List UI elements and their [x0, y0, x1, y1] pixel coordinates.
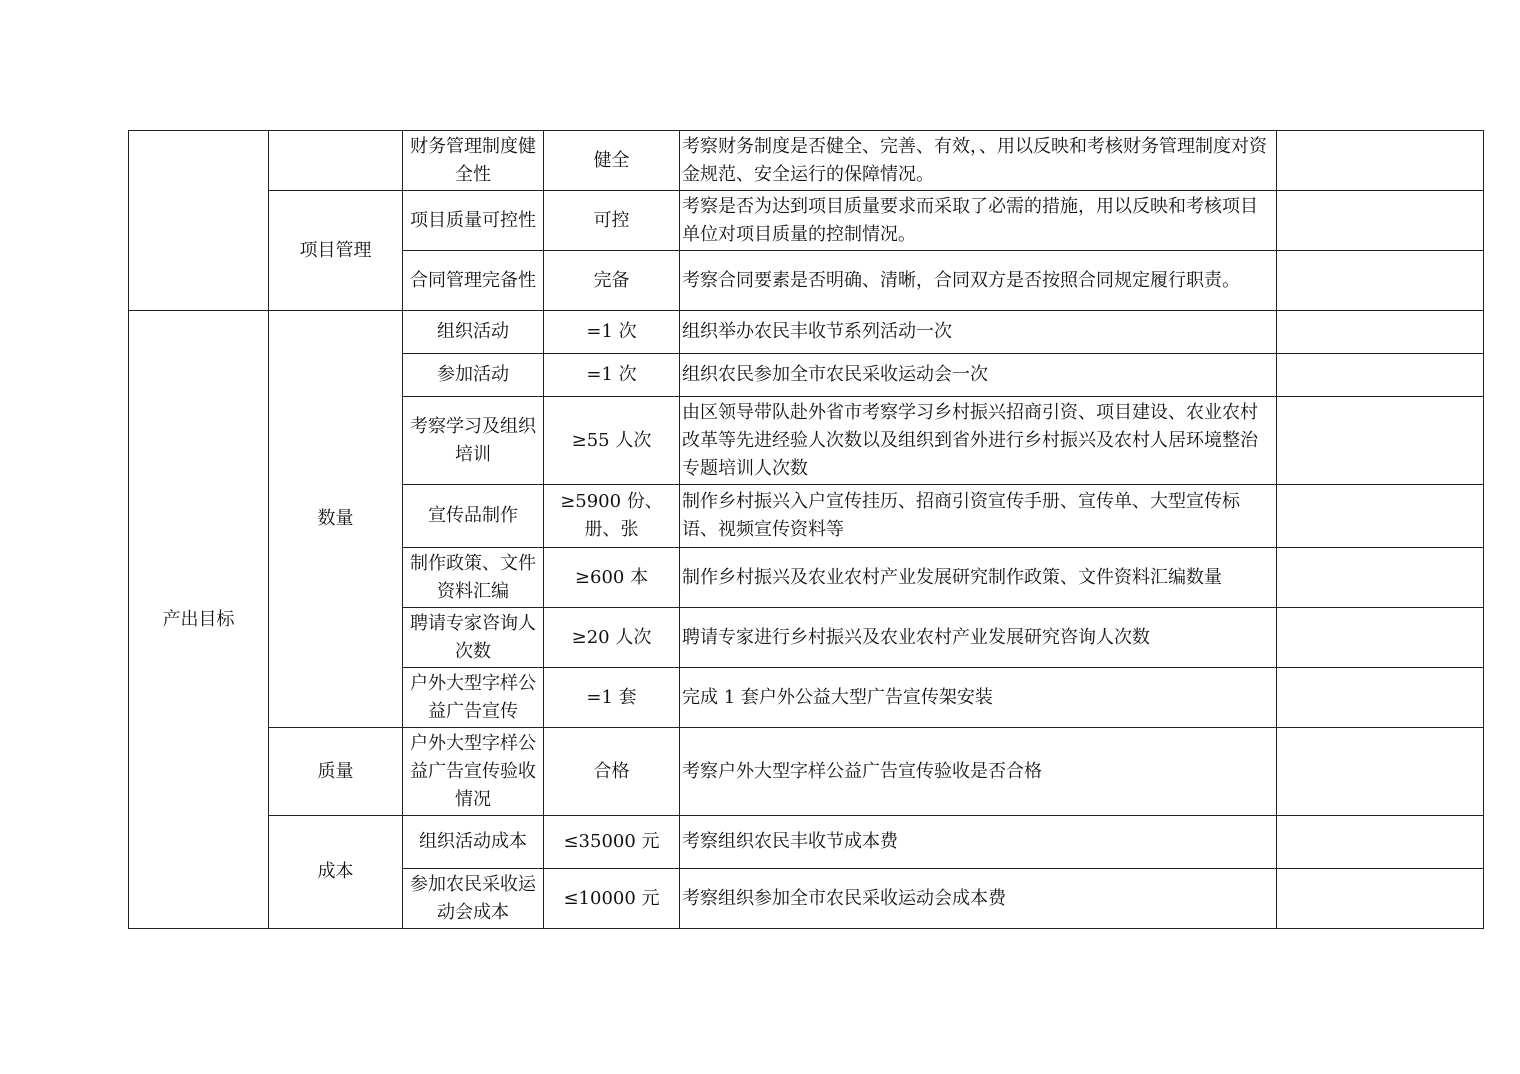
indicator-cell: 户外大型字样公益广告宣传: [403, 668, 544, 728]
indicator-cell: 组织活动成本: [403, 816, 544, 869]
description-cell: 由区领导带队赴外省市考察学习乡村振兴招商引资、项目建设、农业农村改革等先进经验人次数以及组织到省外进行乡村振兴及农村人居环境整治专题培训人次数: [680, 397, 1277, 485]
value-cell: =1 套: [544, 668, 680, 728]
description-cell: 制作乡村振兴入户宣传挂历、招商引资宣传手册、宣传单、大型宣传标语、视频宣传资料等: [680, 485, 1277, 548]
score-cell: [1277, 816, 1484, 869]
description-cell: 考察组织农民丰收节成本费: [680, 816, 1277, 869]
level1-cell: [129, 131, 269, 311]
indicator-cell: 合同管理完备性: [403, 251, 544, 311]
score-cell: [1277, 668, 1484, 728]
score-cell: [1277, 608, 1484, 668]
score-cell: [1277, 869, 1484, 929]
value-cell: 合格: [544, 728, 680, 816]
value-cell: =1 次: [544, 354, 680, 397]
indicator-cell: 制作政策、文件资料汇编: [403, 548, 544, 608]
value-cell: 可控: [544, 191, 680, 251]
indicator-cell: 财务管理制度健全性: [403, 131, 544, 191]
indicator-cell: 户外大型字样公益广告宣传验收情况: [403, 728, 544, 816]
value-cell: 健全: [544, 131, 680, 191]
value-cell: ≥20 人次: [544, 608, 680, 668]
score-cell: [1277, 131, 1484, 191]
description-cell: 考察户外大型字样公益广告宣传验收是否合格: [680, 728, 1277, 816]
description-cell: 考察组织参加全市农民采收运动会成本费: [680, 869, 1277, 929]
indicator-cell: 参加活动: [403, 354, 544, 397]
score-cell: [1277, 397, 1484, 485]
level2-cell: 数量: [269, 311, 403, 728]
value-cell: ≥5900 份、册、张: [544, 485, 680, 548]
description-cell: 考察财务制度是否健全、完善、有效，、用以反映和考核财务管理制度对资金规范、安全运行的保障情况。: [680, 131, 1277, 191]
description-cell: 完成 1 套户外公益大型广告宣传架安装: [680, 668, 1277, 728]
score-cell: [1277, 191, 1484, 251]
level2-cell: [269, 131, 403, 191]
score-cell: [1277, 548, 1484, 608]
score-cell: [1277, 251, 1484, 311]
indicator-cell: 宣传品制作: [403, 485, 544, 548]
score-cell: [1277, 485, 1484, 548]
description-cell: 考察合同要素是否明确、清晰，合同双方是否按照合同规定履行职责。: [680, 251, 1277, 311]
value-cell: ≤35000 元: [544, 816, 680, 869]
description-cell: 考察是否为达到项目质量要求而采取了必需的措施，用以反映和考核项目单位对项目质量的控制情况。: [680, 191, 1277, 251]
indicator-cell: 聘请专家咨询人次数: [403, 608, 544, 668]
description-cell: 制作乡村振兴及农业农村产业发展研究制作政策、文件资料汇编数量: [680, 548, 1277, 608]
indicator-cell: 参加农民采收运动会成本: [403, 869, 544, 929]
indicator-cell: 考察学习及组织培训: [403, 397, 544, 485]
level2-cell: 项目管理: [269, 191, 403, 311]
value-cell: 完备: [544, 251, 680, 311]
table-row: [129, 311, 1484, 354]
value-cell: =1 次: [544, 311, 680, 354]
table-row: [129, 728, 1484, 816]
score-cell: [1277, 728, 1484, 816]
description-cell: 组织农民参加全市农民采收运动会一次: [680, 354, 1277, 397]
table-row: [129, 816, 1484, 869]
level2-cell: 成本: [269, 816, 403, 929]
value-cell: ≥55 人次: [544, 397, 680, 485]
level1-cell: 产出目标: [129, 311, 269, 929]
value-cell: ≤10000 元: [544, 869, 680, 929]
table-row: [129, 191, 1484, 251]
table-row: [129, 131, 1484, 191]
score-cell: [1277, 354, 1484, 397]
score-cell: [1277, 311, 1484, 354]
indicator-cell: 组织活动: [403, 311, 544, 354]
description-cell: 组织举办农民丰收节系列活动一次: [680, 311, 1277, 354]
level2-cell: 质量: [269, 728, 403, 816]
value-cell: ≥600 本: [544, 548, 680, 608]
performance-indicator-table: [128, 130, 1484, 929]
indicator-cell: 项目质量可控性: [403, 191, 544, 251]
description-cell: 聘请专家进行乡村振兴及农业农村产业发展研究咨询人次数: [680, 608, 1277, 668]
